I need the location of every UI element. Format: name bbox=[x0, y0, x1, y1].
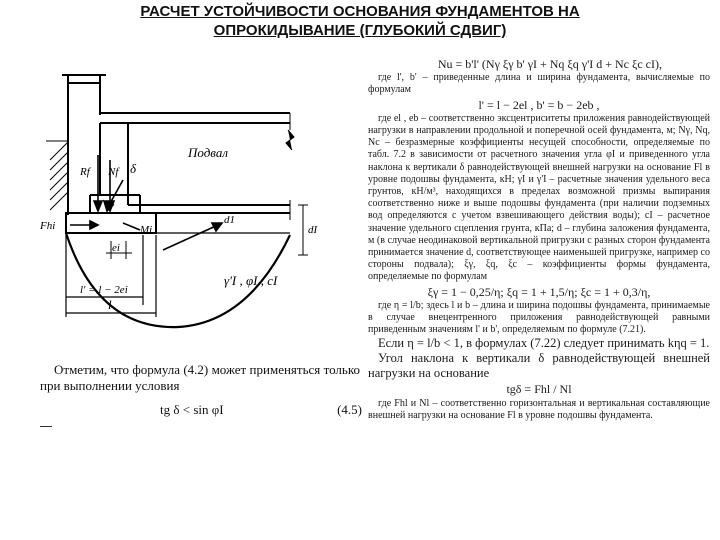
condition-formula-number: (4.5) bbox=[337, 402, 362, 417]
scanned-text-block bbox=[368, 58, 710, 448]
scan-equation-1: l' = l − 2el , b' = b − 2eb , bbox=[478, 97, 600, 112]
d1-label: d1 bbox=[224, 214, 235, 226]
basement-label: Подвал bbox=[188, 145, 229, 160]
mi-label: Mi bbox=[140, 224, 153, 236]
condition-note bbox=[40, 362, 360, 394]
nf-label: Nf bbox=[108, 166, 119, 178]
scan-equation-2: ξγ = 1 − 0,25/η; ξq = 1 + 1,5/η; ξc = 1 + 0,3/η, bbox=[427, 284, 651, 299]
scan-paragraph-3: где η = l/b; здесь l и b – длина и ширина подошвы фундамента, принимаемые в случае внецентренного приложения равнодействующей равными приведенным значениям l' и b', определяемым по формуле (7.21). bbox=[368, 299, 710, 336]
scan-paragraph-4: Если η = l/b < 1, в формулах (7.22) следует принимать kηq = 1. bbox=[378, 336, 710, 351]
l-label: l bbox=[108, 297, 112, 312]
page-title bbox=[0, 2, 720, 40]
title-line-1: РАСЧЕТ УСТОЙЧИВОСТИ ОСНОВАНИЯ ФУНДАМЕНТОВ НА bbox=[140, 3, 580, 20]
scan-equation-3: tgδ = Fhl / Nl bbox=[506, 382, 572, 397]
title-line-2: ОПРОКИДЫВАНИЕ (ГЛУБОКИЙ СДВИГ) bbox=[213, 22, 507, 39]
foundation-diagram bbox=[28, 55, 358, 345]
ei-label: ei bbox=[112, 242, 120, 254]
scan-paragraph-1: где l', b' – приведенные длина и ширина фундамента, вычисляемые по формулам bbox=[368, 72, 710, 96]
scan-paragraph-2: где el , eb – соответственно эксцентриситеты приложения равнодействующей нагрузки в направлении продольной и поперечной осей фундамента, м; Nγ, Nq, Nc – безразмерные коэффициенты несущей способности, определяемые по табл. 7.2 в зависимости от расчетного значения угла φI и приведенного угла наклона к вертикали δ равнодействующей внешней нагрузки на основание Fl в уровне подошвы фундамента, кН; γI и γ'I – расчетные значения удельного веса грунтов, кН/м³, находящихся в пределах возможной призмы выпирания соответственно ниже и выше подошвы фундамента (при наличии подземных вод определяются с учетом взвешивающего действия воды); cI – расчетное значение удельного сцепления грунта, кПа; d – глубина заложения фундамента, м (в случае неодинаковой вертикальной пригрузки с разных сторон фундамента принимается значение d, соответствующее наименьшей пригрузке, например со стороны подвала); ξγ, ξq, ξc – коэффициенты формы фундамента, определяемые по формулам bbox=[368, 112, 710, 283]
scan-paragraph-5: Угол наклона к вертикали δ равнодействующей внешней нагрузки на основание bbox=[368, 351, 710, 381]
fhi-label: Fhi bbox=[40, 220, 56, 232]
divider bbox=[40, 426, 52, 427]
condition-formula: tg δ < sin φI bbox=[160, 402, 224, 417]
rf-label: Rf bbox=[80, 166, 90, 178]
main-formula: Nu = b'l' (Nγ ξγ b' γI + Nq ξq γ'I d + Nc ξc cI), bbox=[437, 57, 662, 71]
scan-paragraph-6: где Fhl и Nl – соответственно горизонтальная и вертикальная составляющие внешней нагрузки на основание Fl в уровне подошвы фундамента. bbox=[368, 397, 710, 421]
foundation-diagram-svg bbox=[28, 55, 358, 345]
l-reduced-label: l' = l − 2ei bbox=[80, 284, 128, 296]
delta-label: δ bbox=[130, 161, 137, 176]
condition-note-text: Отметим, что формула (4.2) может применяться только при выполнении условия bbox=[40, 362, 360, 393]
soil-props-label: γ'I , φI , cI bbox=[224, 273, 278, 288]
di-label: dI bbox=[308, 224, 318, 236]
